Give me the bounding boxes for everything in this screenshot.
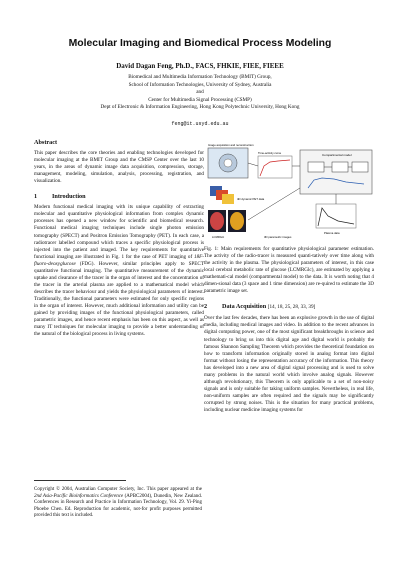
abstract-text: This paper describes the core theories and enabling technologies developed for molecular imaging at the BMIT Group and the CMSP Center over the last 10 years, in the areas of dynamic image data acquisition, compression, storage, management, modeling, simulation, analysis, processing, registration, and visualization. (34, 150, 204, 185)
section-number: 2 (204, 303, 208, 311)
affiliation-line: Center for Multimedia Signal Processing (CSMP) (148, 96, 252, 103)
section-title: Data Acquisition (222, 303, 267, 311)
compartment-box (332, 162, 348, 172)
scanner-bore (224, 159, 232, 167)
paper-title: Molecular Imaging and Biomedical Process Modeling (68, 38, 332, 49)
affiliations (20, 74, 380, 112)
intro-text-b: (FDG). However, similar principles apply to SPECT quantitative functional imaging. The quantitative measurement of the dynamic uptake and clearance of the tracer in the organ of interest and the concentration of the tracer in the arterial plasma are applied to a mathematical model which describes the tracer behaviour and yields the physiological parameters of interest. Traditionally, the functional parameters were estimated for only specific regions in the organ of interest. However, much additional information and utility can be gained by providing images of the functional physiological parameters, called parametric images, and hence recent emphasis has been on this aspect, as well as many IT techniques for molecular imaging to provide a better understanding of the natural of the biological process in living systems. (34, 260, 204, 338)
copyright-notice (34, 487, 202, 520)
intro-paragraph (34, 204, 204, 338)
brain-scan (210, 212, 224, 230)
tracer-name: 18F-fluoro-deoxyglucose (34, 253, 204, 267)
section-number: 1 (34, 193, 38, 201)
copyright-tail: (APBC2004), Dunedin, New Zealand. Conferences in Research and Practice in Information Technology, Vol. 29. Yi-Ping Phoebe Chen. Ed. Reproduction for academic, not-for profit purposes permitted provided this text is included. (34, 493, 202, 519)
intro-text-a: Modern functional medical imaging with its unique capability of extracting molecular and quantitative physiological information from complex dynamic processes has opened a new window for scientific and biomedical research. Functional medical imaging techniques include single photon emission tomography (SPECT) and Positron Emission Tomography (PET). In each case, a radiotracer labelled compound which traces a specific physiological process is injected into the patient and imaged. The key requirements for quantitative functional imaging are illustrated in Fig. 1 for the case of PET imaging of (34, 204, 204, 260)
flow-arrow (248, 188, 300, 220)
left-column (34, 139, 204, 344)
label-acquisition: Image acquisition and reconstruction (208, 143, 254, 147)
figure-1 (204, 142, 376, 242)
label-parametric: 3D parametric images (264, 235, 292, 239)
section-title: Introduction (52, 193, 86, 201)
author-line: David Dagan Feng, Ph.D., FACS, FHKIE, FIEE, FIEEE (116, 62, 284, 70)
affiliation-line: and (196, 89, 204, 96)
compartment-box (308, 162, 324, 172)
footnote-rule (34, 480, 126, 481)
tac-plot (258, 156, 292, 178)
affiliation-line: Dept of Electronic & Information Engineering, Hong Kong Polytechnic University, Hong Kong (100, 104, 300, 111)
copyright-lead: Copyright © 2004, Australian Computer Society, Inc. This paper appeared at the (34, 487, 202, 492)
author-email: feng@it.usyd.edu.au (171, 121, 229, 127)
brain-scan (230, 212, 244, 230)
compartment-box (352, 162, 368, 172)
figure-1-diagram (204, 142, 376, 242)
label-lcmrglc: LCMRGlc (212, 235, 225, 239)
section-1-heading (34, 193, 204, 200)
pet-frame-thumb (222, 194, 234, 204)
label-model: Compartmental model (322, 153, 352, 157)
section-2-heading (204, 303, 374, 311)
label-plasma: Plasma data (324, 231, 340, 235)
figure-1-caption: Fig. 1: Main requirements for quantitative physiological parameter estimation. The activity of the radio-tracer is measured quanti-tatively over time along with the activity in the plasma. The physiological parameters of interest, in this case local cerebral metabolic rate of glucose (LCMRGlc), are estimated by applying a mathemati-cal model (compartmental model) to the data. It is worth noting that 4 dimen-sional data (3 space and 1 time dimension) are re-quired to estimate the 3D parametric image set. (204, 246, 374, 295)
copyright-venue: 2nd Asia-Pacific Bioinformatics Conference (34, 493, 124, 499)
label-4d-data: 4D dynamic PET data (237, 197, 265, 201)
data-acquisition-text: Over the last few decades, there has been an explosive growth in the use of digital media, including medical images and video. In addition to the recent advances in digital computing power, one of the most significant breakthroughs in science and technology to bring us into this digital age and digital world is probably the famous Shannon Sampling Theorem which provides the theoretical foundation on how to transform information originally stored in analog format into digital format without losing the representation accuracy of the information. This theory has developed into a new area of digital signal processing and is used to solve many problems in the natural world which involve analog signals. However although revolutionary, this Theorem is only applicable to a set of non-noisy signals and is only suitable for taking uniform samples. Nevertheless, in real life, non-uniform samples are often required and the signals may be significantly corrupted by strong noises. This is the situation for many practical problems, including nuclear medicine imaging systems for (204, 315, 374, 413)
flow-arrow (248, 163, 258, 166)
right-column (204, 246, 374, 420)
section-refs: [14, 18, 25, 28, 33, 39] (267, 304, 316, 311)
affiliation-line: School of Information Technologies, University of Sydney, Australia (128, 81, 272, 88)
abstract-heading: Abstract (34, 139, 58, 146)
affiliation-line: Biomedical and Multimedia Information Technology (BMIT) Group, (128, 74, 272, 80)
label-tac: Time-activity curve (258, 151, 282, 155)
